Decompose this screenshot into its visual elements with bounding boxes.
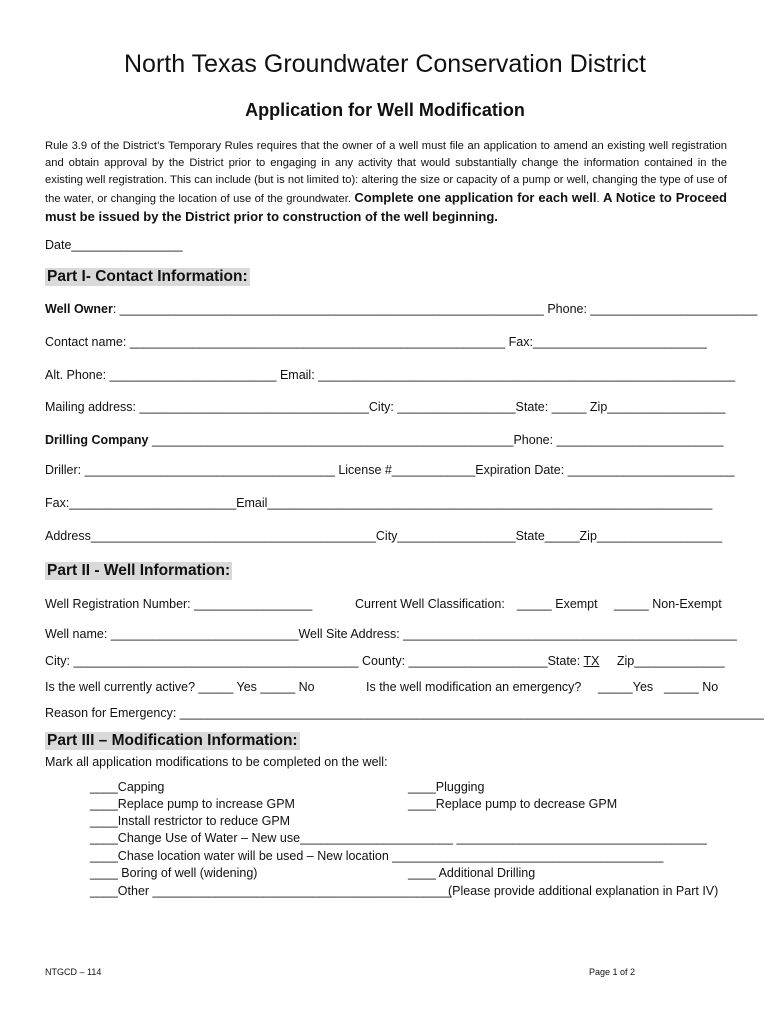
driller-field[interactable]: Driller: ____________________________________ License #____________Expiration Date: ________________________ (45, 463, 735, 477)
option-change-use[interactable]: ____Change Use of Water – New use______________________ ____________________________________ (90, 831, 707, 845)
city-county-line: City: _________________________________________ County: ____________________State: (45, 654, 584, 668)
well-owner-field[interactable] (45, 302, 757, 316)
classification-label: Current Well Classification: (355, 597, 505, 611)
drilling-company-label: Drilling Company (45, 433, 149, 447)
option-capping[interactable]: ____Capping (90, 780, 165, 794)
option-replace-pump-increase[interactable]: ____Replace pump to increase GPM (90, 797, 295, 811)
intro-bold-complete: Complete one application for each well (354, 190, 597, 205)
option-change-location[interactable]: ____Chase location water will be used – New location _______________________________________ (90, 849, 664, 863)
emergency-question: Is the well modification an emergency? (366, 680, 582, 694)
contact-name-field[interactable]: Contact name: ______________________________________________________ Fax:_________________________ (45, 335, 707, 349)
part2-heading: Part II - Well Information: (47, 562, 231, 579)
part3-instruction: Mark all application modifications to be completed on the well: (45, 755, 388, 769)
option-boring-well[interactable]: ____ Boring of well (widening) (90, 866, 258, 880)
drilling-company-line: ____________________________________________________Phone: ________________________ (148, 433, 724, 447)
fax-email-field[interactable]: Fax:________________________Email________________________________________________________________ (45, 496, 713, 510)
drilling-company-field[interactable] (45, 433, 723, 447)
city-county-field[interactable] (45, 654, 725, 668)
state-value: TX (583, 654, 600, 668)
page-number: Page 1 of 2 (589, 967, 636, 977)
well-active-question[interactable]: Is the well currently active? _____ Yes _____ No (45, 680, 315, 694)
well-owner-line: : _____________________________________________________________ Phone: ________________________ (112, 302, 758, 316)
part1-heading: Part I- Contact Information: (47, 268, 248, 285)
other-explanation-note: (Please provide additional explanation in Part IV) (448, 884, 719, 898)
option-plugging[interactable]: ____Plugging (408, 780, 485, 794)
date-field[interactable]: Date________________ (45, 238, 183, 252)
exempt-option[interactable]: _____ Exempt (517, 597, 598, 611)
zip-line: Zip_____________ (599, 654, 725, 668)
well-owner-label: Well Owner (45, 302, 113, 316)
form-id: NTGCD – 114 (45, 967, 102, 977)
non-exempt-option[interactable]: _____ Non-Exempt (614, 597, 722, 611)
part3-heading: Part III – Modification Information: (47, 732, 298, 749)
registration-number-field[interactable]: Well Registration Number: _________________ (45, 597, 313, 611)
mailing-address-field[interactable]: Mailing address: _________________________________City: _________________State: _____ Zip_________________ (45, 400, 726, 414)
intro-bold-notice: A Notice to Proceed must be issued by the District prior to construction of the well beginning. (45, 190, 728, 224)
document-title: North Texas Groundwater Conservation District (124, 50, 646, 78)
intro-text: Rule 3.9 of the District’s Temporary Rules requires that the owner of a well must file an application to amend an existing well registration and obtain approval by the District prior to engaging in any activity that would substantially change the information contained in the existing well registration. This can include (but is not limited to): altering the size or capacity of a pump or well, changing the type of use of the water, or changing the location of use of the groundwater. (45, 140, 727, 205)
reason-emergency-field[interactable]: Reason for Emergency: ____________________________________________________________________________________ (45, 706, 764, 720)
option-replace-pump-decrease[interactable]: ____Replace pump to decrease GPM (408, 797, 618, 811)
intro-paragraph (45, 138, 727, 227)
option-install-restrictor[interactable]: ____Install restrictor to reduce GPM (90, 814, 291, 828)
intro-period: . (596, 193, 604, 205)
well-name-field[interactable]: Well name: ___________________________Well Site Address: ________________________________________________ (45, 627, 737, 641)
address-field[interactable]: Address_________________________________________City_________________State_____Zip__________________ (45, 529, 723, 543)
emergency-no-option[interactable]: _____ No (664, 680, 719, 694)
emergency-yes-option[interactable]: _____Yes (598, 680, 654, 694)
alt-phone-email-field[interactable]: Alt. Phone: ________________________ Email: ____________________________________________________________ (45, 368, 736, 382)
option-additional-drilling[interactable]: ____ Additional Drilling (408, 866, 536, 880)
option-other[interactable]: ____Other ___________________________________________ (90, 884, 452, 898)
document-subtitle: Application for Well Modification (245, 100, 525, 120)
